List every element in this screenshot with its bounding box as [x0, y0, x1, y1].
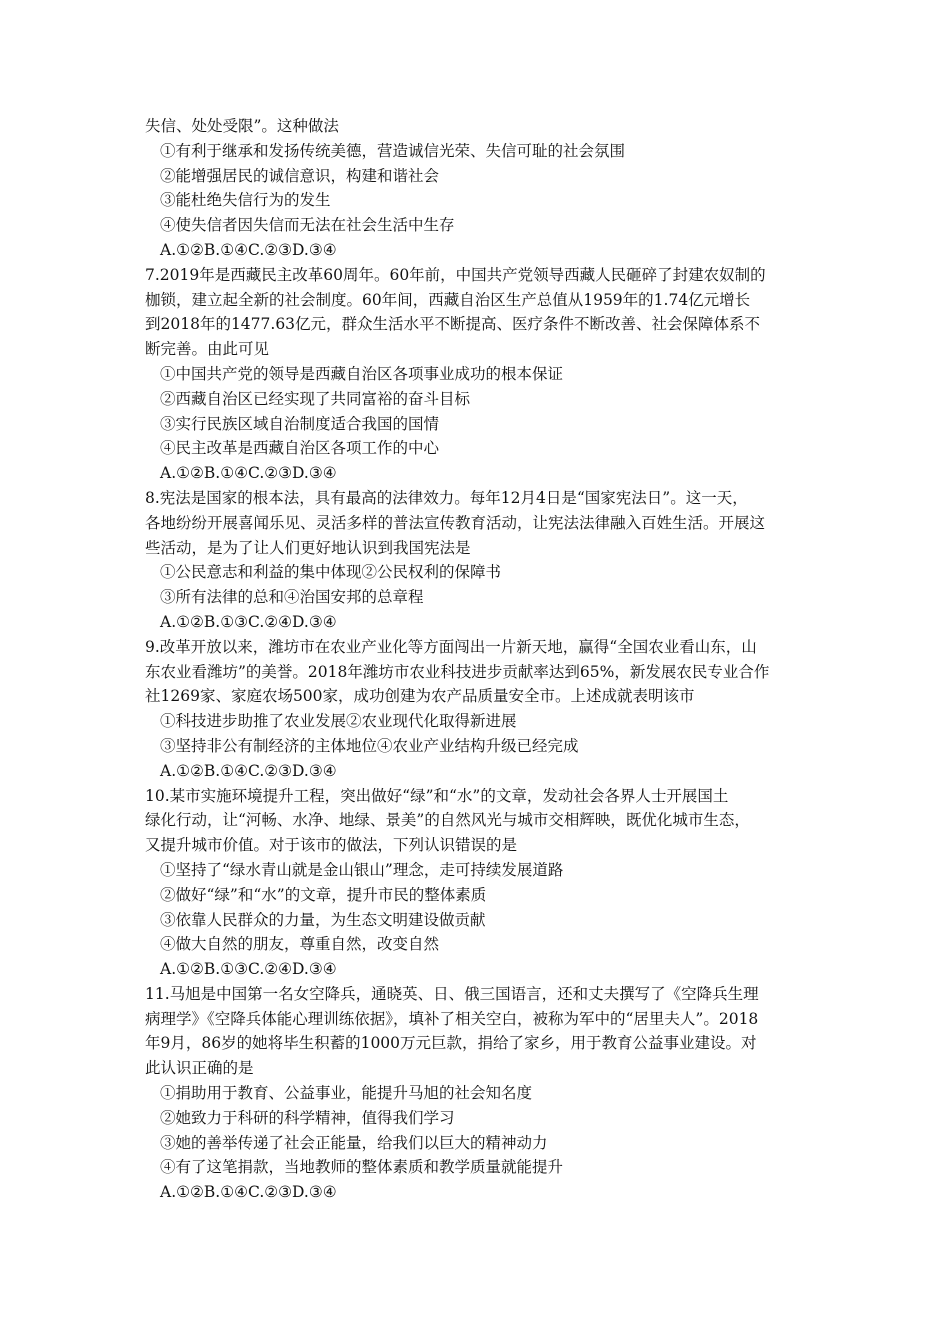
question-8 [145, 486, 810, 635]
question-stem-line: 7.2019年是西藏民主改革60周年。60年前，中国共产党领导西藏人民砸碎了封建农奴制的 [145, 265, 766, 284]
answer-choices: A.①②B.①③C.②④D.③④ [160, 612, 337, 631]
question-stem-line: 此认识正确的是 [145, 1059, 254, 1078]
question-stem-line: 年9月，86岁的她将毕生积蓄的1000万元巨款，捐给了家乡，用于教育公益事业建设。对 [145, 1034, 757, 1053]
option-3-4: ③所有法律的总和④治国安邦的总章程 [160, 588, 424, 607]
option-2: ②能增强居民的诚信意识，构建和谐社会 [160, 166, 440, 185]
question-6-continued [145, 114, 810, 263]
option-4: ④做大自然的朋友，尊重自然，改变自然 [160, 935, 440, 954]
question-stem-line: 东农业看潍坊”的美誉。2018年潍坊市农业科技进步贡献率达到65%，新发展农民专业合作 [145, 662, 770, 681]
option-1: ①捐助用于教育、公益事业，能提升马旭的社会知名度 [160, 1084, 533, 1103]
answer-choices: A.①②B.①④C.②③D.③④ [160, 464, 337, 483]
answer-choices: A.①②B.①④C.②③D.③④ [160, 761, 337, 780]
option-1: ①中国共产党的领导是西藏自治区各项事业成功的根本保证 [160, 364, 564, 383]
question-stem-line: 各地纷纷开展喜闻乐见、灵活多样的普法宣传教育活动，让宪法法律融入百姓生活。开展这 [145, 513, 766, 532]
option-1: ①有利于继承和发扬传统美德，营造诚信光荣、失信可耻的社会氛围 [160, 141, 626, 160]
question-stem-line: 失信、处处受限”。这种做法 [145, 117, 339, 135]
answer-choices: A.①②B.①④C.②③D.③④ [160, 240, 337, 259]
question-stem-line: 到2018年的1477.63亿元，群众生活水平不断提高、医疗条件不断改善、社会保障体系不 [145, 315, 761, 334]
option-2: ②她致力于科研的科学精神，值得我们学习 [160, 1108, 455, 1127]
option-3-4: ③坚持非公有制经济的主体地位④农业产业结构升级已经完成 [160, 736, 579, 755]
answer-choices: A.①②B.①④C.②③D.③④ [160, 1183, 337, 1202]
answer-choices: A.①②B.①③C.②④D.③④ [160, 960, 337, 979]
option-3: ③依靠人民群众的力量，为生态文明建设做贡献 [160, 910, 486, 929]
option-3: ③她的善举传递了社会正能量，给我们以巨大的精神动力 [160, 1133, 548, 1152]
question-stem-line: 社1269家、家庭农场500家，成功创建为农产品质量安全市。上述成就表明该市 [145, 687, 695, 706]
option-2: ②做好“绿”和“水”的文章，提升市民的整体素质 [160, 885, 487, 904]
question-9 [145, 635, 810, 784]
option-4: ④民主改革是西藏自治区各项工作的中心 [160, 439, 440, 458]
option-1-2: ①公民意志和利益的集中体现②公民权利的保障书 [160, 563, 502, 582]
option-2: ②西藏自治区已经实现了共同富裕的奋斗目标 [160, 389, 471, 408]
question-7 [145, 263, 810, 486]
option-4: ④有了这笔捐款，当地教师的整体素质和教学质量就能提升 [160, 1158, 564, 1177]
question-stem-line: 些活动，是为了让人们更好地认识到我国宪法是 [145, 538, 471, 557]
question-stem-line: 又提升城市价值。对于该市的做法，下列认识错误的是 [145, 836, 518, 855]
question-stem-line: 绿化行动，让“河畅、水净、地绿、景美”的自然风光与城市交相辉映，既优化城市生态， [145, 811, 750, 830]
question-stem-line: 断完善。由此可见 [145, 340, 270, 359]
option-4: ④使失信者因失信而无法在社会生活中生存 [160, 216, 455, 235]
question-stem-line: 10.某市实施环境提升工程，突出做好“绿”和“水”的文章，发动社会各界人士开展国土 [145, 786, 729, 805]
option-3: ③实行民族区域自治制度适合我国的国情 [160, 414, 440, 433]
question-stem-line: 11.马旭是中国第一名女空降兵，通晓英、日、俄三国语言，还和丈夫撰写了《空降兵生理 [145, 984, 759, 1003]
option-3: ③能杜绝失信行为的发生 [160, 191, 331, 210]
option-1: ①坚持了“绿水青山就是金山银山”理念，走可持续发展道路 [160, 860, 564, 879]
question-11 [145, 982, 810, 1205]
question-10 [145, 784, 810, 982]
exam-page [145, 114, 810, 1205]
question-stem-line: 病理学》《空降兵体能心理训练依据》，填补了相关空白，被称为军中的“居里夫人”。2018 [145, 1009, 759, 1028]
question-stem-line: 8.宪法是国家的根本法，具有最高的法律效力。每年12月4日是“国家宪法日”。这一天， [145, 488, 748, 507]
question-stem-line: 枷锁，建立起全新的社会制度。60年间，西藏自治区生产总值从1959年的1.74亿元增长 [145, 290, 751, 309]
option-1-2: ①科技进步助推了农业发展②农业现代化取得新进展 [160, 712, 517, 731]
question-stem-line: 9.改革开放以来，潍坊市在农业产业化等方面闯出一片新天地，赢得“全国农业看山东，山 [145, 637, 757, 656]
